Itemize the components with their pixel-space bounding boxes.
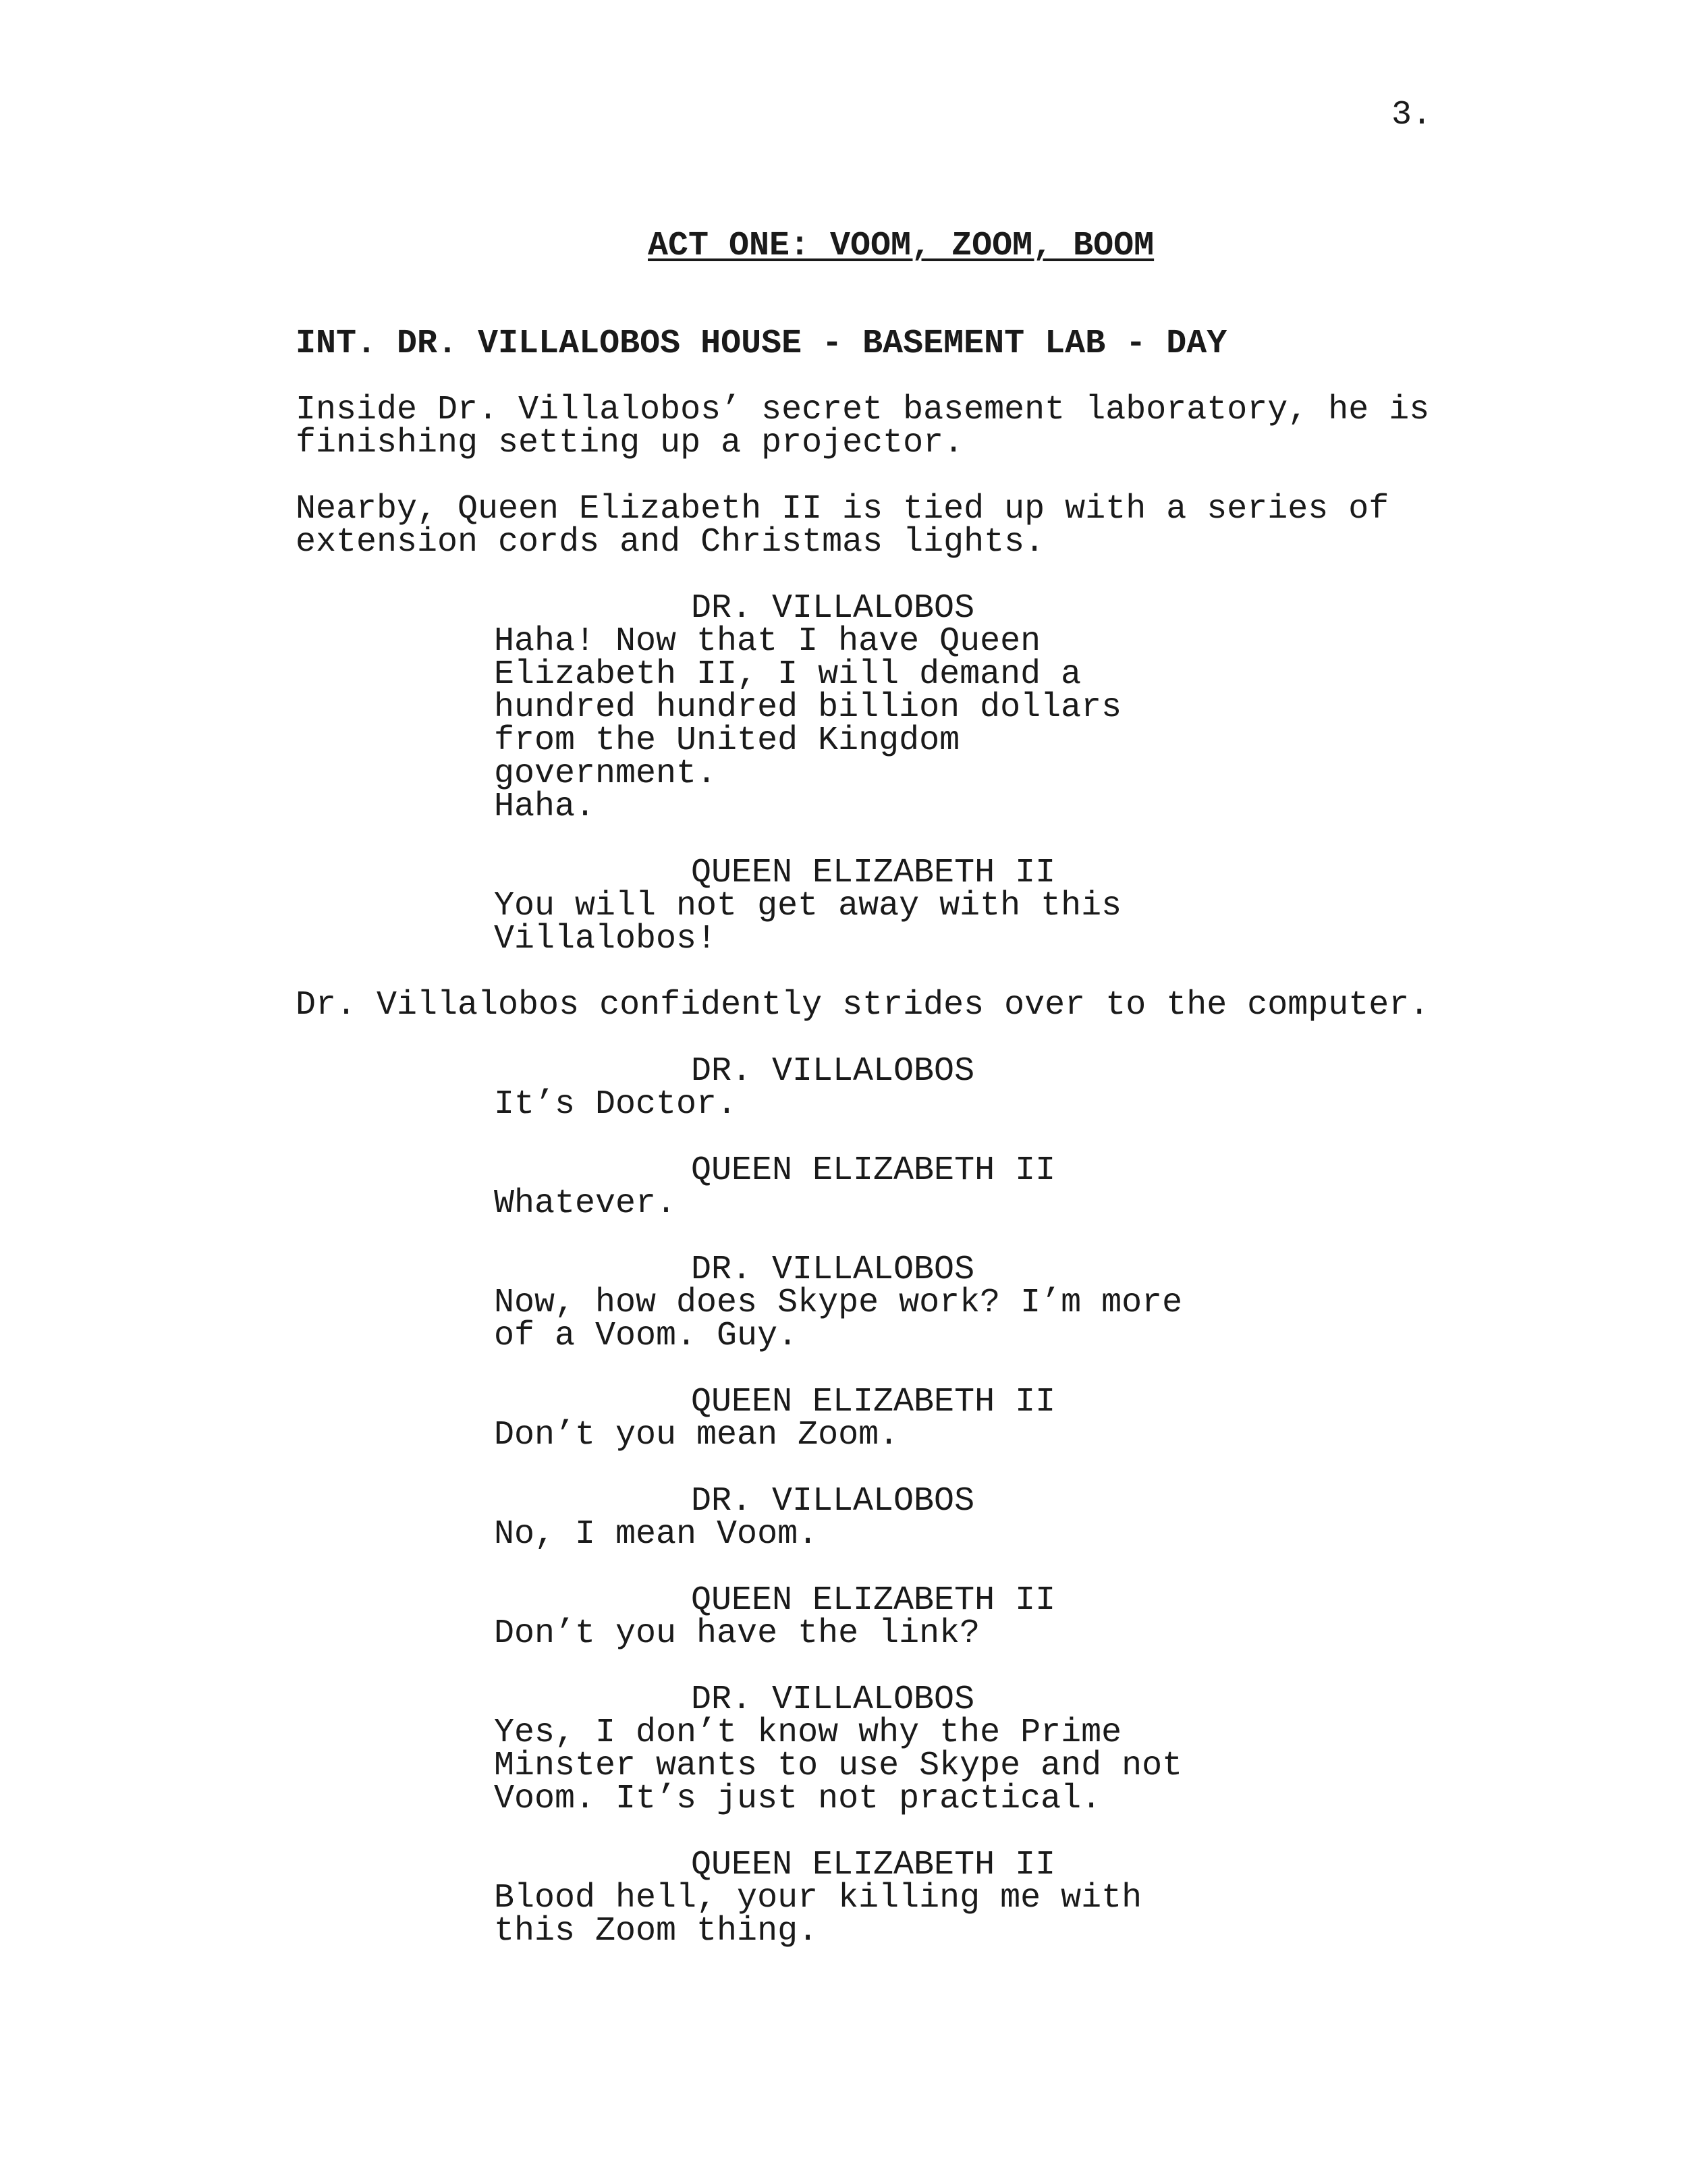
action-line: Dr. Villalobos confidently strides over to the computer. — [296, 986, 1430, 1025]
dialogue-block — [296, 1683, 1443, 1816]
dialogue-block — [296, 856, 1443, 956]
dialogue-text: Don’t you have the link? — [494, 1614, 980, 1653]
dialogue-block — [296, 1052, 1443, 1124]
dialogue-block — [296, 1846, 1443, 1950]
dialogue-block — [296, 1253, 1443, 1353]
script-body — [296, 393, 1443, 1981]
dialogue-block — [296, 589, 1443, 826]
dialogue-text: You will not get away with this Villalobos! — [494, 887, 1122, 958]
dialogue-block — [296, 1151, 1443, 1223]
character-name: QUEEN ELIZABETH II — [691, 1581, 1056, 1620]
character-name: DR. VILLALOBOS — [691, 1052, 975, 1091]
character-name: DR. VILLALOBOS — [691, 1681, 975, 1719]
character-name: QUEEN ELIZABETH II — [691, 1151, 1056, 1190]
character-name: DR. VILLALOBOS — [691, 1251, 975, 1289]
dialogue-text: Haha! Now that I have Queen Elizabeth II, I will demand a hundred hundred billion dollars from the United Kingdom government. Haha. — [494, 622, 1122, 826]
dialogue-block — [296, 1581, 1443, 1653]
action-line: Inside Dr. Villalobos’ secret basement laboratory, he is finishing setting up a projector. — [296, 391, 1430, 462]
dialogue-block — [296, 1482, 1443, 1554]
character-name: DR. VILLALOBOS — [691, 1482, 975, 1521]
dialogue-text: Whatever. — [494, 1184, 677, 1223]
character-name: QUEEN ELIZABETH II — [691, 1846, 1056, 1884]
dialogue-text: Yes, I don’t know why the Prime Minster wants to use Skype and not Voom. It’s just not practical. — [494, 1714, 1183, 1818]
character-name: DR. VILLALOBOS — [691, 589, 975, 628]
dialogue-text: Blood hell, your killing me with this Zoom thing. — [494, 1879, 1142, 1950]
character-name: QUEEN ELIZABETH II — [691, 1383, 1056, 1421]
character-name: QUEEN ELIZABETH II — [691, 854, 1056, 892]
action-line: Nearby, Queen Elizabeth II is tied up with a series of extension cords and Christmas lights. — [296, 490, 1389, 562]
scene-heading: INT. DR. VILLALOBOS HOUSE - BASEMENT LAB - DAY — [296, 325, 1227, 363]
dialogue-text: No, I mean Voom. — [494, 1515, 819, 1554]
page-number: 3. — [1391, 96, 1433, 134]
dialogue-text: It’s Doctor. — [494, 1085, 738, 1124]
dialogue-text: Now, how does Skype work? I’m more of a Voom. Guy. — [494, 1284, 1183, 1355]
dialogue-block — [296, 1383, 1443, 1454]
act-title: ACT ONE: VOOM, ZOOM, BOOM — [648, 227, 1155, 265]
dialogue-text: Don’t you mean Zoom. — [494, 1416, 900, 1454]
